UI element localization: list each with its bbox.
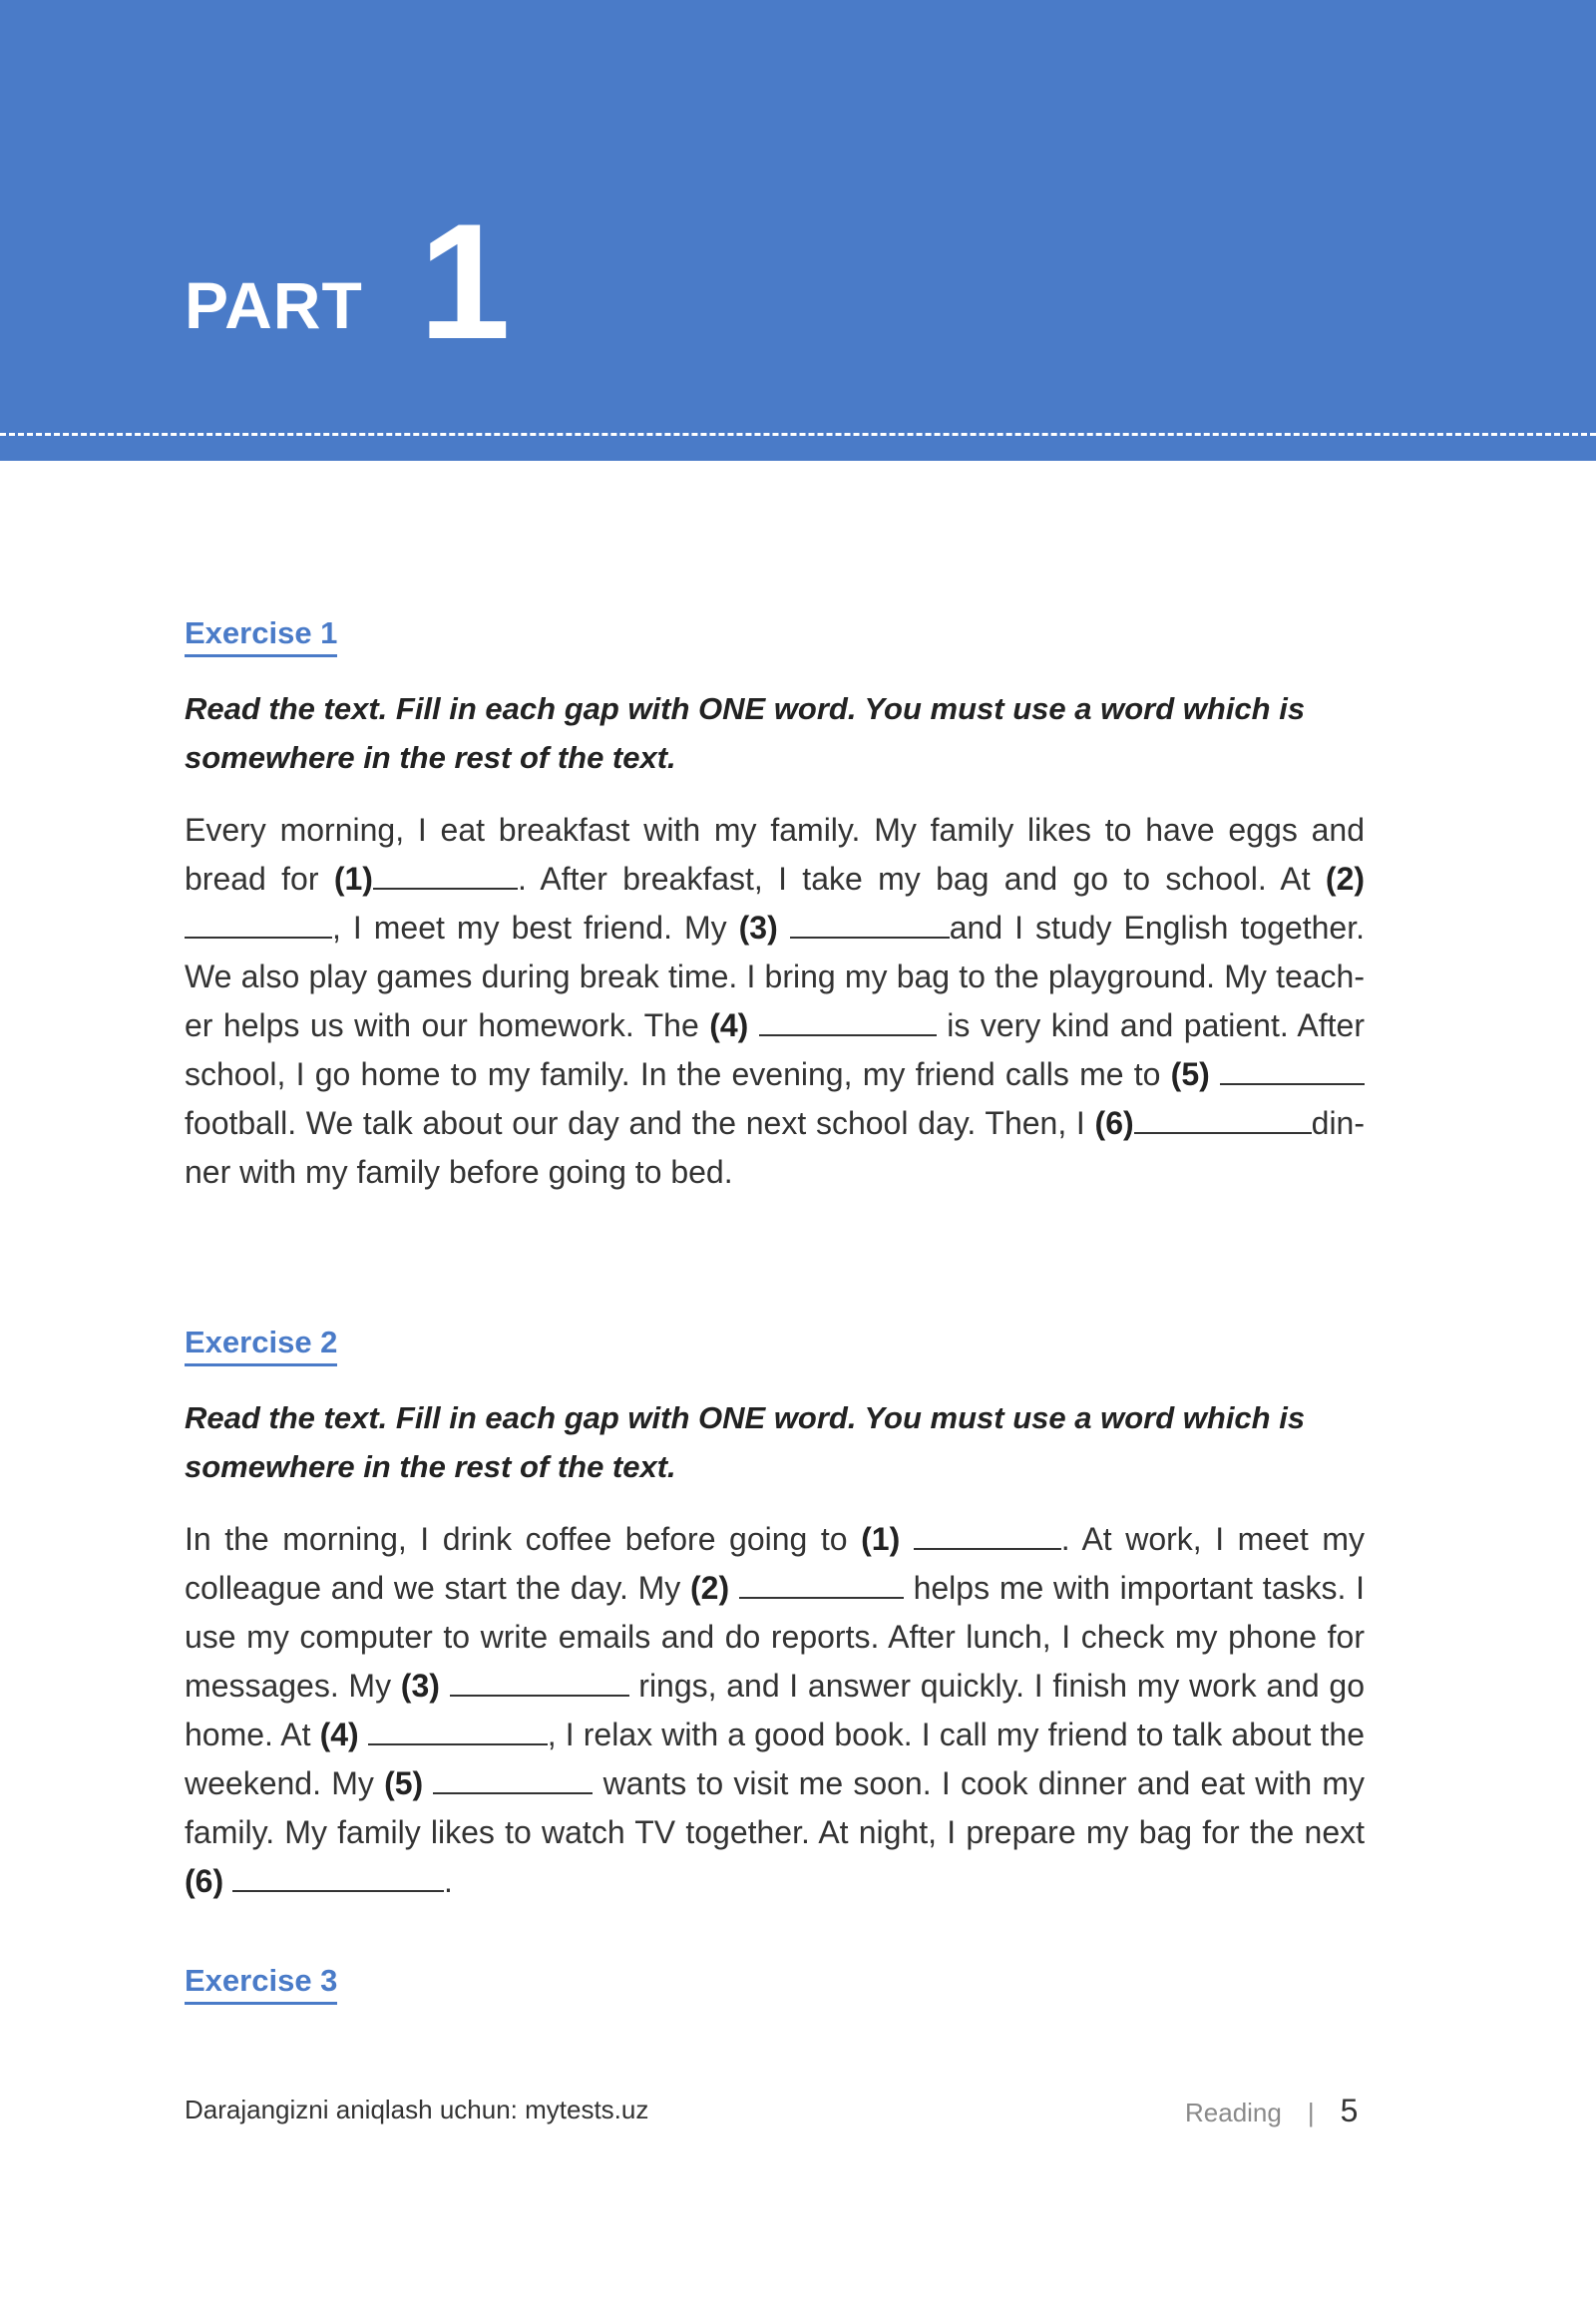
exercise-1-text bbox=[185, 806, 1365, 1197]
part-label: PART bbox=[185, 268, 363, 342]
ex1-text-part: , I meet my best friend. My bbox=[332, 910, 739, 946]
ex2-text-part: rings, and I answer quickly. I finish my work and go home. At bbox=[185, 1668, 1366, 1752]
exercise-1-section bbox=[185, 615, 1365, 657]
ex2-gap-number-1: (1) bbox=[861, 1521, 901, 1557]
ex2-text-part: . bbox=[444, 1863, 453, 1899]
exercise-2-title: Exercise 2 bbox=[185, 1325, 337, 1366]
ex2-gap-1[interactable] bbox=[914, 1520, 1061, 1550]
ex1-gap-number-5: (5) bbox=[1170, 1056, 1210, 1092]
footer-section-label: Reading bbox=[1185, 2098, 1282, 2127]
exercise-1-instruction bbox=[185, 684, 1365, 782]
ex2-gap-number-6: (6) bbox=[185, 1863, 224, 1899]
ex1-text-part: din-ner with my family before going to bed. bbox=[185, 1105, 1365, 1190]
ex1-gap-5[interactable] bbox=[1220, 1055, 1365, 1085]
ex1-gap-number-3: (3) bbox=[738, 910, 778, 946]
ex1-gap-2[interactable] bbox=[185, 909, 332, 939]
exercise-3-section bbox=[185, 1963, 1365, 2005]
part-number: 1 bbox=[419, 190, 511, 373]
footer-separator: | bbox=[1307, 2098, 1315, 2127]
exercise-1-instruction-line2: somewhere in the rest of the text. bbox=[185, 740, 676, 775]
ex2-gap-number-4: (4) bbox=[319, 1717, 359, 1752]
ex1-gap-4[interactable] bbox=[759, 1006, 937, 1036]
part-banner bbox=[0, 0, 1596, 461]
exercise-2-instruction bbox=[185, 1393, 1365, 1491]
ex1-gap-number-1: (1) bbox=[333, 861, 373, 897]
ex1-text-part: is very kind and patient. After school, I go home to my family. In the evening, my friend calls me to bbox=[185, 1007, 1366, 1092]
exercise-1-instruction-line1: Read the text. Fill in each gap with ONE word. You must use a word which is bbox=[185, 691, 1306, 726]
ex2-text-part: helps me with important tasks. I use my computer to write emails and do reports. After lunch, I check my phone for messages. My bbox=[185, 1570, 1366, 1704]
exercise-2-section bbox=[185, 1325, 1365, 1366]
ex2-text-part: In the morning, I drink coffee before going to bbox=[185, 1521, 862, 1557]
ex1-gap-number-4: (4) bbox=[709, 1007, 749, 1043]
exercise-2-instruction-line2: somewhere in the rest of the text. bbox=[185, 1449, 676, 1484]
ex2-gap-number-5: (5) bbox=[384, 1765, 424, 1801]
ex2-gap-2[interactable] bbox=[739, 1569, 904, 1599]
ex1-text-part: and I study English together. We also play games during break time. I bring my bag to the playground. My teach-er helps us with our homework. The bbox=[185, 910, 1366, 1043]
exercise-1-title: Exercise 1 bbox=[185, 615, 337, 657]
banner-dashed-divider bbox=[0, 433, 1596, 436]
ex2-gap-5[interactable] bbox=[433, 1764, 593, 1794]
exercise-2-instruction-line1: Read the text. Fill in each gap with ONE word. You must use a word which is bbox=[185, 1400, 1306, 1435]
exercise-3-title: Exercise 3 bbox=[185, 1963, 337, 2005]
ex2-gap-number-3: (3) bbox=[400, 1668, 440, 1704]
ex1-text-part: football. We talk about our day and the next school day. Then, I bbox=[185, 1105, 1095, 1141]
ex1-gap-number-6: (6) bbox=[1094, 1105, 1134, 1141]
ex2-gap-3[interactable] bbox=[450, 1667, 629, 1697]
ex2-gap-4[interactable] bbox=[368, 1716, 548, 1745]
ex1-gap-3[interactable] bbox=[790, 909, 950, 939]
page-number: 5 bbox=[1340, 2093, 1359, 2128]
ex1-text-part: Every morning, I eat breakfast with my family. My family likes to have eggs and bread for bbox=[185, 812, 1365, 897]
footer-page-info bbox=[1185, 2093, 1358, 2129]
ex2-gap-6[interactable] bbox=[232, 1862, 444, 1892]
ex1-gap-1[interactable] bbox=[373, 860, 518, 890]
ex2-text-part: , I relax with a good book. I call my friend to talk about the weekend. My bbox=[185, 1717, 1366, 1801]
ex1-gap-6[interactable] bbox=[1134, 1104, 1312, 1134]
footer-website: Darajangizni aniqlash uchun: mytests.uz bbox=[185, 2095, 649, 2124]
ex2-text-part: . At work, I meet my colleague and we start the day. My bbox=[185, 1521, 1366, 1606]
ex2-text-part: wants to visit me soon. I cook dinner and eat with my family. My family likes to watch TV together. At night, I prepare my bag for the next bbox=[185, 1765, 1366, 1850]
exercise-2-text bbox=[185, 1515, 1365, 1906]
ex2-gap-number-2: (2) bbox=[689, 1570, 730, 1606]
ex1-gap-number-2: (2) bbox=[1325, 861, 1366, 897]
ex1-text-part: . After breakfast, I take my bag and go to school. At bbox=[517, 861, 1326, 897]
